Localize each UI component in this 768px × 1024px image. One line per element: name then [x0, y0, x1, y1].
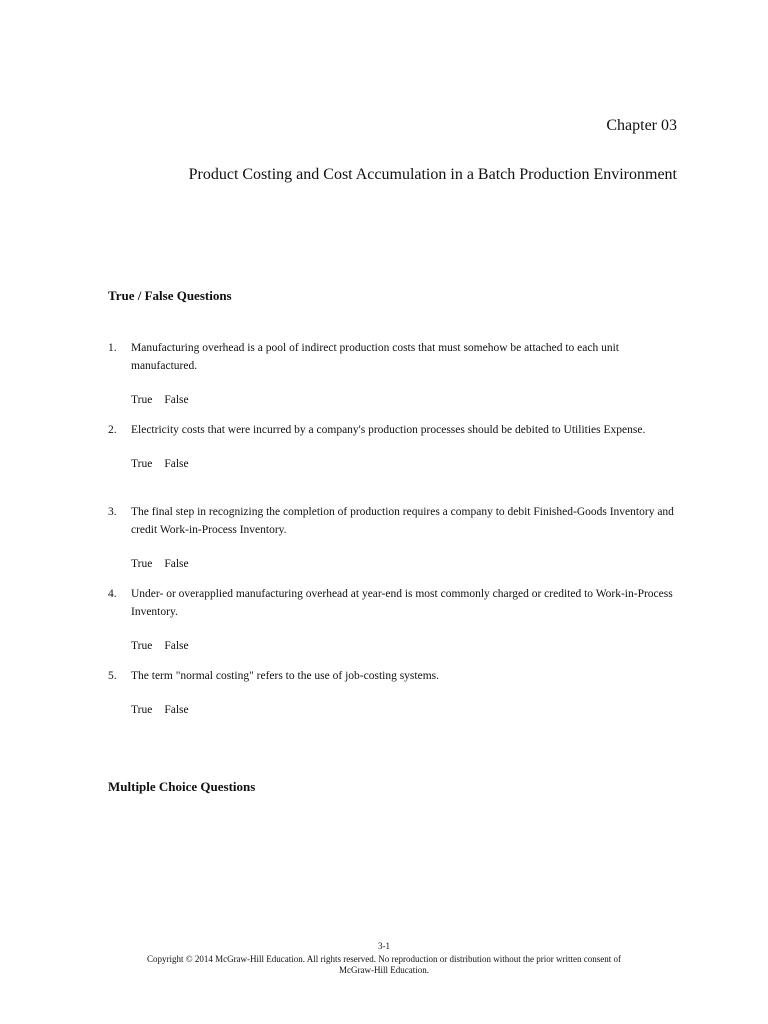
- false-option[interactable]: False: [164, 458, 189, 470]
- answer-options: [131, 391, 678, 409]
- question-3: [108, 503, 678, 573]
- question-2: [108, 421, 678, 473]
- true-option[interactable]: True: [131, 640, 153, 652]
- question-4: [108, 585, 678, 655]
- copyright-line-2: McGraw-Hill Education.: [339, 965, 429, 975]
- page-title: Product Costing and Cost Accumulation in a Batch Production Environment: [188, 166, 677, 183]
- page-number: 3-1: [378, 941, 390, 951]
- question-5: [108, 667, 678, 719]
- answer-options: [131, 455, 678, 473]
- copyright-line-1: Copyright © 2014 McGraw-Hill Education. All rights reserved. No reproduction or distribution without the prior written consent of: [146, 954, 621, 964]
- question-number: 3.: [108, 506, 117, 518]
- question-text: Electricity costs that were incurred by a company's production processes should be debited to Utilities Expense.: [131, 424, 646, 436]
- question-number: 1.: [108, 342, 117, 354]
- true-option[interactable]: True: [131, 394, 153, 406]
- false-option[interactable]: False: [164, 640, 189, 652]
- question-number: 5.: [108, 670, 117, 682]
- question-text: Under- or overapplied manufacturing overhead at year-end is most commonly charged or credited to Work-in-Process Inventory.: [131, 588, 673, 618]
- false-option[interactable]: False: [164, 704, 189, 716]
- question-text: The final step in recognizing the completion of production requires a company to debit Finished-Goods Inventory and credit Work-in-Process Inventory.: [131, 506, 674, 536]
- true-option[interactable]: True: [131, 558, 153, 570]
- question-number: 4.: [108, 588, 117, 600]
- question-number: 2.: [108, 424, 117, 436]
- true-false-heading: True / False Questions: [108, 288, 232, 303]
- true-option[interactable]: True: [131, 458, 153, 470]
- answer-options: [131, 701, 678, 719]
- question-text: Manufacturing overhead is a pool of indirect production costs that must somehow be attached to each unit manufactured.: [131, 342, 619, 372]
- copyright-notice: [0, 954, 768, 976]
- true-option[interactable]: True: [131, 704, 153, 716]
- chapter-label: Chapter 03: [606, 117, 677, 134]
- false-option[interactable]: False: [164, 558, 189, 570]
- answer-options: [131, 637, 678, 655]
- question-1: [108, 339, 678, 409]
- false-option[interactable]: False: [164, 394, 189, 406]
- multiple-choice-heading: Multiple Choice Questions: [108, 779, 256, 794]
- question-text: The term "normal costing" refers to the use of job-costing systems.: [131, 670, 440, 682]
- answer-options: [131, 555, 678, 573]
